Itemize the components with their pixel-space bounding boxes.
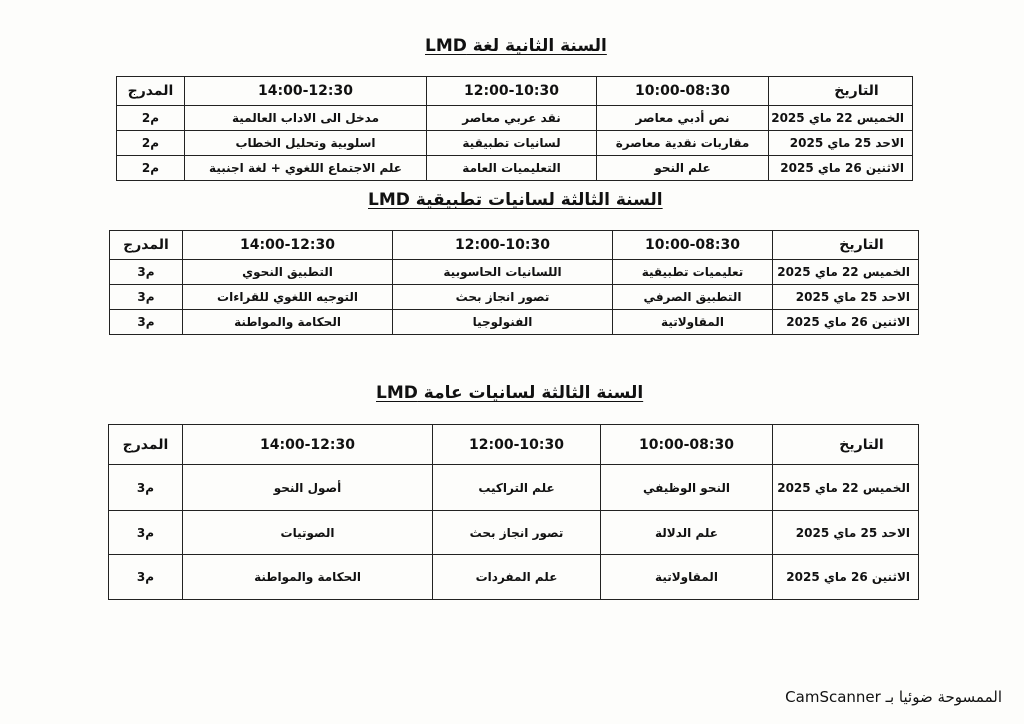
section-title: السنة الثالثة لسانيات عامة LMD xyxy=(376,383,644,403)
section-title: السنة الثانية لغة LMD xyxy=(425,36,607,56)
cell-slot-3: علم الاجتماع اللغوي + لغة اجنبية xyxy=(185,156,427,181)
table-row xyxy=(110,260,919,285)
cell-slot-1: المقاولاتية xyxy=(613,310,773,335)
cell-date: الاثنين 26 ماي 2025 xyxy=(769,156,913,181)
header-date: التاريخ xyxy=(773,231,919,260)
cell-slot-2: اللسانيات الحاسوبية xyxy=(393,260,613,285)
cell-room: م3 xyxy=(109,465,183,511)
cell-slot-1: التطبيق الصرفي xyxy=(613,285,773,310)
section-title: السنة الثالثة لسانيات تطبيقية LMD xyxy=(368,190,663,210)
cell-slot-3: الصوتيات xyxy=(183,511,433,555)
cell-slot-2: علم المفردات xyxy=(433,555,601,600)
header-slot-2: 12:00-10:30 xyxy=(393,231,613,260)
cell-room: م3 xyxy=(110,285,183,310)
cell-date: الاحد 25 ماي 2025 xyxy=(769,131,913,156)
cell-slot-2: علم التراكيب xyxy=(433,465,601,511)
cell-slot-1: علم الدلالة xyxy=(601,511,773,555)
cell-room: م2 xyxy=(117,131,185,156)
cell-date: الخميس 22 ماي 2025 xyxy=(773,260,919,285)
cell-room: م3 xyxy=(110,260,183,285)
cell-date: الاثنين 26 ماي 2025 xyxy=(773,555,919,600)
header-slot-1: 10:00-08:30 xyxy=(613,231,773,260)
header-date: التاريخ xyxy=(773,425,919,465)
header-slot-2: 12:00-10:30 xyxy=(433,425,601,465)
header-room: المدرج xyxy=(109,425,183,465)
cell-slot-2: نقد عربي معاصر xyxy=(427,106,597,131)
cell-slot-2: التعليميات العامة xyxy=(427,156,597,181)
cell-slot-2: لسانيات تطبيقية xyxy=(427,131,597,156)
table-header-row xyxy=(110,231,919,260)
header-slot-3: 14:00-12:30 xyxy=(185,77,427,106)
schedule-table xyxy=(116,76,913,181)
cell-room: م3 xyxy=(109,555,183,600)
table-row xyxy=(117,156,913,181)
cell-slot-1: تعليميات تطبيقية xyxy=(613,260,773,285)
cell-date: الخميس 22 ماي 2025 xyxy=(769,106,913,131)
header-room: المدرج xyxy=(117,77,185,106)
table-row xyxy=(117,106,913,131)
table-header-row xyxy=(117,77,913,106)
scanner-watermark: الممسوحة ضوئيا بـ CamScanner xyxy=(785,688,1002,706)
schedule-table xyxy=(108,424,919,600)
header-slot-1: 10:00-08:30 xyxy=(597,77,769,106)
header-slot-1: 10:00-08:30 xyxy=(601,425,773,465)
cell-room: م3 xyxy=(109,511,183,555)
table-row xyxy=(109,555,919,600)
cell-slot-1: نص أدبي معاصر xyxy=(597,106,769,131)
cell-slot-1: المقاولاتية xyxy=(601,555,773,600)
cell-slot-3: التوجيه اللغوي للقراءات xyxy=(183,285,393,310)
cell-date: الاحد 25 ماي 2025 xyxy=(773,511,919,555)
table-row xyxy=(117,131,913,156)
cell-slot-3: التطبيق النحوي xyxy=(183,260,393,285)
cell-slot-2: تصور انجاز بحث xyxy=(393,285,613,310)
cell-slot-2: تصور انجاز بحث xyxy=(433,511,601,555)
cell-room: م3 xyxy=(110,310,183,335)
cell-date: الاثنين 26 ماي 2025 xyxy=(773,310,919,335)
table-row xyxy=(110,285,919,310)
cell-date: الخميس 22 ماي 2025 xyxy=(773,465,919,511)
table-row xyxy=(109,511,919,555)
cell-date: الاحد 25 ماي 2025 xyxy=(773,285,919,310)
table-row xyxy=(110,310,919,335)
table-header-row xyxy=(109,425,919,465)
cell-slot-1: النحو الوظيفي xyxy=(601,465,773,511)
cell-slot-1: مقاربات نقدية معاصرة xyxy=(597,131,769,156)
cell-slot-3: الحكامة والمواطنة xyxy=(183,555,433,600)
table-row xyxy=(109,465,919,511)
header-date: التاريخ xyxy=(769,77,913,106)
cell-room: م2 xyxy=(117,106,185,131)
cell-slot-1: علم النحو xyxy=(597,156,769,181)
cell-slot-3: اسلوبية وتحليل الخطاب xyxy=(185,131,427,156)
header-slot-3: 14:00-12:30 xyxy=(183,425,433,465)
cell-room: م2 xyxy=(117,156,185,181)
cell-slot-3: الحكامة والمواطنة xyxy=(183,310,393,335)
cell-slot-3: أصول النحو xyxy=(183,465,433,511)
cell-slot-2: الفنولوجيا xyxy=(393,310,613,335)
header-slot-3: 14:00-12:30 xyxy=(183,231,393,260)
header-slot-2: 12:00-10:30 xyxy=(427,77,597,106)
cell-slot-3: مدخل الى الاداب العالمية xyxy=(185,106,427,131)
header-room: المدرج xyxy=(110,231,183,260)
schedule-table xyxy=(109,230,919,335)
